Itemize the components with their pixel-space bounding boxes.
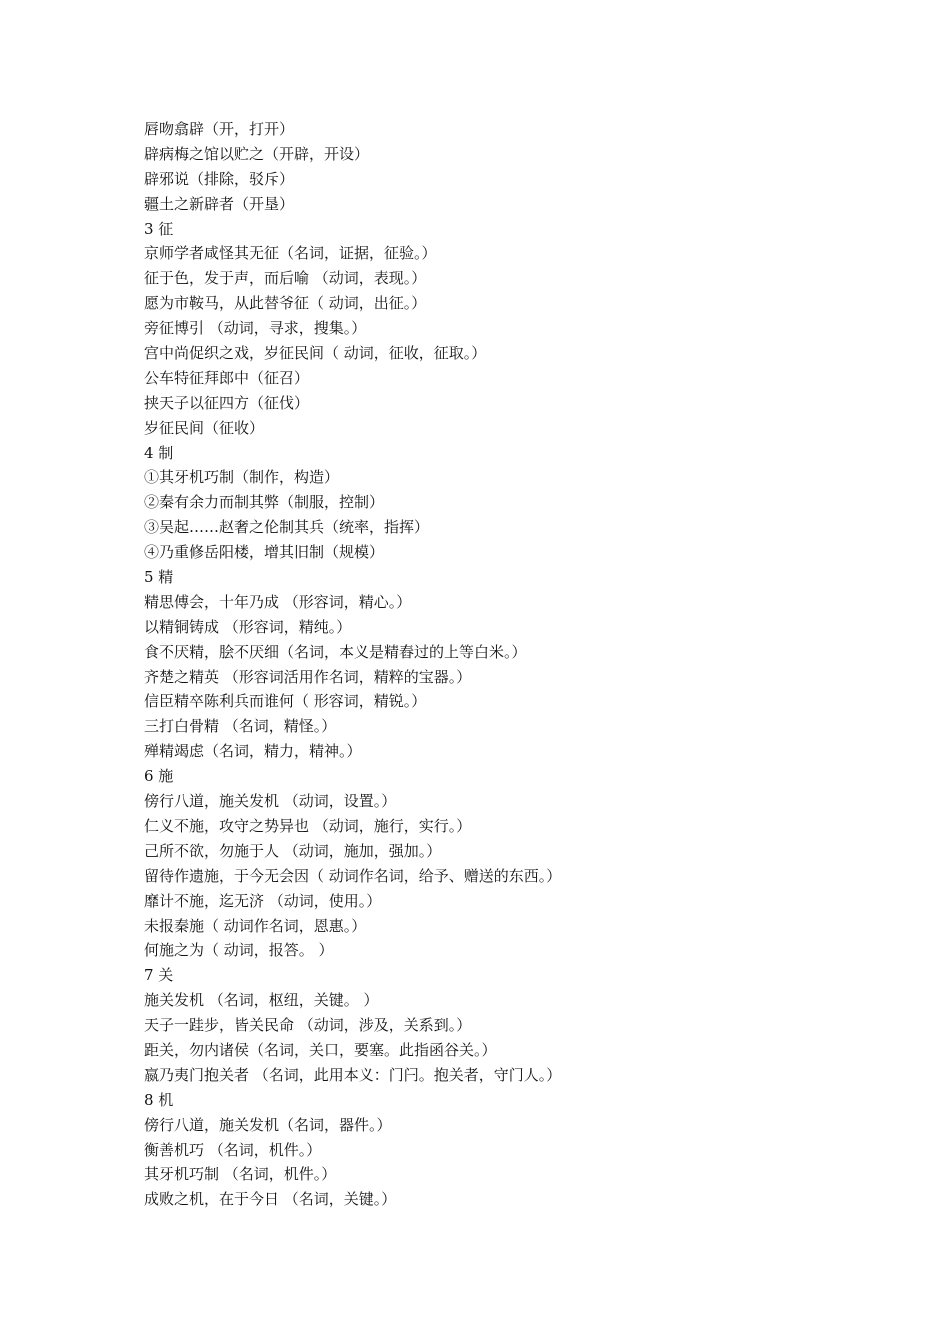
text-line: 征于色，发于声，而后喻 （动词，表现。） bbox=[144, 269, 427, 288]
text-line: 施关发机 （名词，枢纽，关键。 ） bbox=[144, 991, 379, 1010]
text-line: 辟邪说（排除，驳斥） bbox=[144, 169, 295, 188]
text-line: 嬴乃夷门抱关者 （名词，此用本义：门闩。抱关者，守门人。） bbox=[144, 1065, 562, 1084]
text-line: 旁征博引 （动词，寻求，搜集。） bbox=[144, 319, 367, 338]
text-line: ②秦有余力而制其弊（制服，控制） bbox=[144, 493, 385, 512]
text-line: 留待作遗施，于今无会因（ 动词作名词，给予、赠送的东西。） bbox=[144, 866, 562, 885]
section-heading: 8 机 bbox=[144, 1090, 174, 1109]
text-line: 食不厌精，脍不厌细（名词，本义是精舂过的上等白米。） bbox=[144, 642, 527, 661]
text-line: 傍行八道，施关发机 （动词，设置。） bbox=[144, 792, 397, 811]
text-line: 岁征民间（征收） bbox=[144, 418, 265, 437]
text-line: 傍行八道，施关发机（名词，器件。） bbox=[144, 1115, 392, 1134]
text-line: 未报秦施（ 动词作名词，恩惠。） bbox=[144, 916, 367, 935]
text-line: 三打白骨精 （名词，精怪。） bbox=[144, 717, 337, 736]
text-line: 辟病梅之馆以贮之（开辟，开设） bbox=[144, 144, 370, 163]
document-body bbox=[144, 117, 864, 1212]
text-line: ①其牙机巧制（制作，构造） bbox=[144, 468, 340, 487]
text-line: 疆土之新辟者（开垦） bbox=[144, 194, 295, 213]
text-line: 公车特征拜郎中（征召） bbox=[144, 368, 310, 387]
text-line: 信臣精卒陈利兵而谁何（ 形容词，精锐。） bbox=[144, 692, 427, 711]
text-line: 齐楚之精英 （形容词活用作名词，精粹的宝器。） bbox=[144, 667, 472, 686]
text-line: 精思傅会，十年乃成 （形容词，精心。） bbox=[144, 592, 412, 611]
text-line: 衡善机巧 （名词，机件。） bbox=[144, 1140, 322, 1159]
text-line: 殚精竭虑（名词，精力，精神。） bbox=[144, 742, 362, 761]
text-line: 仁义不施，攻守之势异也 （动词，施行，实行。） bbox=[144, 816, 472, 835]
text-line: 挟天子以征四方（征伐） bbox=[144, 393, 310, 412]
text-line: 宫中尚促织之戏，岁征民间（ 动词，征收，征取。） bbox=[144, 344, 487, 363]
text-line: 成败之机，在于今日 （名词，关键。） bbox=[144, 1190, 397, 1209]
text-line: 愿为市鞍马，从此替爷征（ 动词，出征。） bbox=[144, 294, 427, 313]
text-line: 距关，勿内诸侯（名词，关口，要塞。此指函谷关。） bbox=[144, 1040, 497, 1059]
text-line: 以精铜铸成 （形容词，精纯。） bbox=[144, 617, 352, 636]
text-line: ③吴起……赵奢之伦制其兵（统率，指挥） bbox=[144, 518, 430, 537]
text-line: 京师学者咸怪其无征（名词，证据，征验。） bbox=[144, 244, 437, 263]
section-heading: 5 精 bbox=[144, 568, 174, 587]
section-heading: 3 征 bbox=[144, 219, 174, 238]
text-line: 唇吻翕辟（开，打开） bbox=[144, 120, 295, 138]
text-line: 靡计不施，迄无济 （动词，使用。） bbox=[144, 891, 382, 910]
section-heading: 6 施 bbox=[144, 767, 174, 786]
text-line: 己所不欲，勿施于人 （动词，施加，强加。） bbox=[144, 841, 442, 860]
section-heading: 4 制 bbox=[144, 443, 174, 462]
text-line: 其牙机巧制 （名词，机件。） bbox=[144, 1165, 337, 1184]
text-line: ④乃重修岳阳楼，增其旧制（规模） bbox=[144, 543, 385, 562]
text-line: 天子一跬步，皆关民命 （动词，涉及，关系到。） bbox=[144, 1016, 472, 1035]
text-line: 何施之为（ 动词，报答。 ） bbox=[144, 941, 334, 960]
section-heading: 7 关 bbox=[144, 966, 174, 985]
